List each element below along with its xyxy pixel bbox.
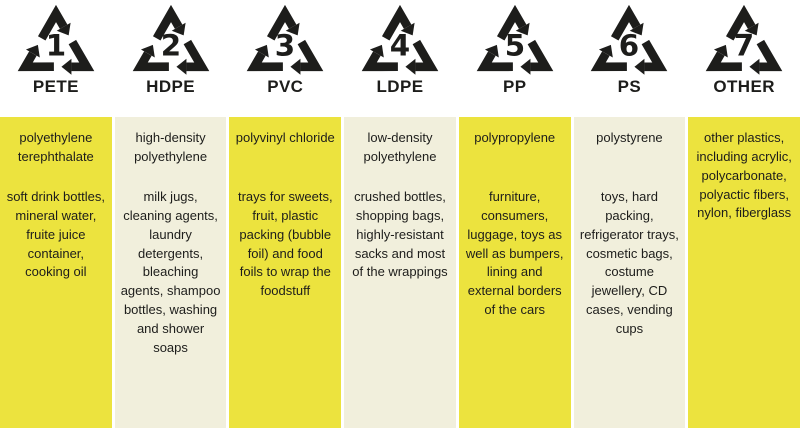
info-panel bbox=[229, 117, 341, 428]
plastic-name: high-density polyethylene bbox=[134, 130, 208, 164]
recycling-symbol-7-icon bbox=[704, 4, 784, 75]
recycling-symbol-5-icon bbox=[475, 4, 555, 75]
resin-code-label: PVC bbox=[267, 77, 304, 96]
info-panel bbox=[344, 117, 456, 428]
info-panel bbox=[115, 117, 227, 428]
resin-number: 5 bbox=[504, 28, 525, 63]
resin-number: 4 bbox=[389, 28, 411, 63]
plastic-name: polystyrene bbox=[596, 130, 663, 145]
resin-code-label: OTHER bbox=[713, 77, 775, 96]
plastic-examples: trays for sweets, fruit, plastic packing (bubble foil) and food foils to wrap the foodstuff bbox=[237, 189, 333, 299]
plastic-name: other plastics, including acrylic, polycarbonate, polyactic fibers, nylon, fiberglass bbox=[696, 130, 792, 221]
resin-number: 6 bbox=[619, 28, 640, 63]
plastic-examples: soft drink bottles, mineral water, fruite juice container, cooking oil bbox=[6, 189, 105, 280]
resin-code-label: HDPE bbox=[146, 77, 195, 96]
plastic-column-pp bbox=[459, 0, 571, 428]
plastic-examples: furniture, consumers, luggage, toys as well as bumpers, lining and external borders of the cars bbox=[465, 189, 564, 318]
plastic-column-ldpe bbox=[344, 0, 456, 428]
plastic-name: polypropylene bbox=[474, 130, 556, 145]
plastic-column-ps bbox=[574, 0, 686, 428]
info-panel bbox=[459, 117, 571, 428]
symbol-header bbox=[115, 0, 227, 117]
info-panel bbox=[688, 117, 800, 428]
symbol-header bbox=[459, 0, 571, 117]
symbol-header bbox=[344, 0, 456, 117]
resin-code-label: PETE bbox=[32, 77, 79, 96]
symbol-header bbox=[0, 0, 112, 117]
plastic-column-pvc bbox=[229, 0, 341, 428]
info-panel bbox=[574, 117, 686, 428]
recycling-symbol-3-icon bbox=[245, 4, 325, 75]
recycling-symbol-6-icon bbox=[589, 4, 669, 75]
plastic-name: low-density polyethylene bbox=[363, 130, 437, 164]
recycling-symbol-2-icon bbox=[131, 4, 211, 75]
recycling-symbol-1-icon bbox=[16, 4, 96, 75]
plastic-examples: crushed bottles, shopping bags, highly-resistant sacks and most of the wrappings bbox=[352, 189, 448, 280]
resin-number: 7 bbox=[733, 28, 755, 63]
resin-code-label: LDPE bbox=[376, 77, 424, 96]
plastic-examples: toys, hard packing, refrigerator trays, cosmetic bags, costume jewellery, CD cases, vending cups bbox=[579, 189, 679, 336]
recycling-symbol-4-icon bbox=[360, 4, 440, 75]
plastic-examples: milk jugs, cleaning agents, laundry detergents, bleaching agents, shampoo bottles, washing and shower soaps bbox=[120, 189, 221, 355]
symbol-header bbox=[574, 0, 686, 117]
resin-code-label: PS bbox=[617, 77, 642, 96]
resin-number: 2 bbox=[160, 28, 181, 63]
resin-number: 1 bbox=[45, 28, 67, 63]
symbol-header bbox=[688, 0, 800, 117]
info-panel bbox=[0, 117, 112, 428]
plastic-column-pete bbox=[0, 0, 112, 428]
plastic-column-other bbox=[688, 0, 800, 428]
plastic-column-hdpe bbox=[115, 0, 227, 428]
plastic-name: polyvinyl chloride bbox=[235, 130, 335, 145]
resin-number: 3 bbox=[275, 28, 296, 63]
symbol-header bbox=[229, 0, 341, 117]
plastic-name: polyethylene terephthalate bbox=[17, 130, 94, 164]
resin-code-label: PP bbox=[502, 77, 527, 96]
